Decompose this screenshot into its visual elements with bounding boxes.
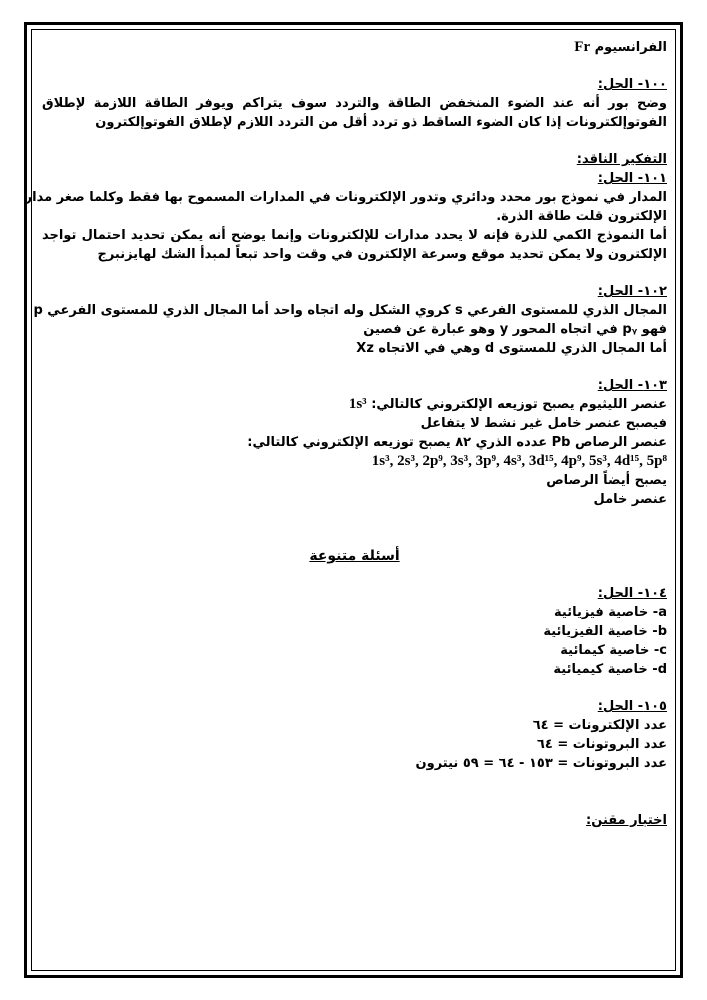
q105-line-2: عدد البروتونات = ٦٤ [536, 737, 667, 752]
q101-line-1: المدار في نموذج بور محدد ودائري وتدور الإلكترونات في المدارات المسموح بها فقط وكلما صغر مدار [24, 190, 667, 205]
q105-line-3: عدد البروتونات = ١٥٣ - ٦٤ = ٥٩ نيترون [415, 756, 667, 771]
page-title-arabic: الفرانسيوم [594, 40, 667, 55]
q103-line-1 [42, 395, 667, 414]
q104-heading: ١٠٤- الحل: [597, 586, 667, 601]
q101-heading: ١٠١- الحل: [597, 171, 667, 186]
q101-line-4: الإلكترون ولا يمكن تحديد موقع وسرعة الإلكترون في وقت واحد تبعاً لمبدأ الشك لهايزنبرج [97, 247, 667, 262]
q100-line-2: الفوتوإلكترونات إذا كان الضوء الساقط ذو تردد أقل من التردد اللازم لإطلاق الفوتوإلكترون [95, 115, 667, 130]
q104-item-a: a- خاصية فيزيائية [554, 605, 667, 620]
misc-questions-heading: أسئلة متنوعة [309, 548, 400, 564]
lead-electron-config: 1s³, 2s³, 2p⁹, 3s³, 3p⁹, 4s³, 3d¹⁵, 4p⁹, 5s³, 4d¹⁵, 5p⁸ [371, 453, 667, 469]
page-title [42, 38, 667, 57]
critical-thinking-heading: التفكير الناقد: [576, 152, 667, 167]
q105-heading: ١٠٥- الحل: [597, 699, 667, 714]
q104-item-b: b- خاصية الفيزيائية [543, 624, 667, 639]
q103-line-5: يصبح أيضاً الرصاص [546, 473, 667, 488]
q102-line-3: أما المجال الذري للمستوى d وهي في الاتجاه Xz [356, 341, 667, 356]
q103-line-2: فيصبح عنصر خامل غير نشط لا يتفاعل [420, 416, 667, 431]
standardized-test-heading: اختبار مقنن: [586, 813, 667, 828]
q104-item-d: d- خاصية كيميائية [553, 662, 667, 677]
q103-line-1-text: عنصر الليثيوم يصبح توزيعه الإلكتروني كالتالي: [371, 397, 667, 412]
q102-heading: ١٠٢- الحل: [597, 284, 667, 299]
document-body [24, 38, 667, 830]
lithium-config: 1s³ [348, 396, 367, 412]
q103-heading: ١٠٣- الحل: [597, 378, 667, 393]
q103-line-3: عنصر الرصاص Pb عدده الذري ٨٢ يصبح توزيعه الإلكتروني كالتالي: [247, 435, 667, 450]
lead-config-row [42, 452, 667, 471]
q102-line-2: فهو pᵧ في اتجاه المحور y وهو عبارة عن فصين [363, 322, 667, 337]
q100-heading: ١٠٠- الحل: [597, 77, 667, 92]
q101-line-3: أما النموذج الكمي للذرة فإنه لا يحدد مدارات للإلكترونات وإنما يوضح أنه يمكن تحديد احتمال تواجد [42, 228, 667, 243]
q100-line-1: وضح بور أنه عند الضوء المنخفض الطاقة والتردد سوف يتراكم ويوفر الطاقة اللازمة لإطلاق [42, 96, 667, 111]
page-title-symbol: Fr [574, 39, 591, 55]
q102-line-1: المجال الذري للمستوى الفرعي s كروي الشكل وله اتجاه واحد أما المجال الذري للمستوى الفرعي p [33, 303, 667, 318]
q104-item-c: c- خاصية كيمائية [560, 643, 667, 658]
q103-line-6: عنصر خامل [593, 492, 667, 507]
q101-line-2: الإلكترون قلت طاقة الذرة. [496, 209, 667, 224]
q105-line-1: عدد الإلكترونات = ٦٤ [532, 718, 667, 733]
